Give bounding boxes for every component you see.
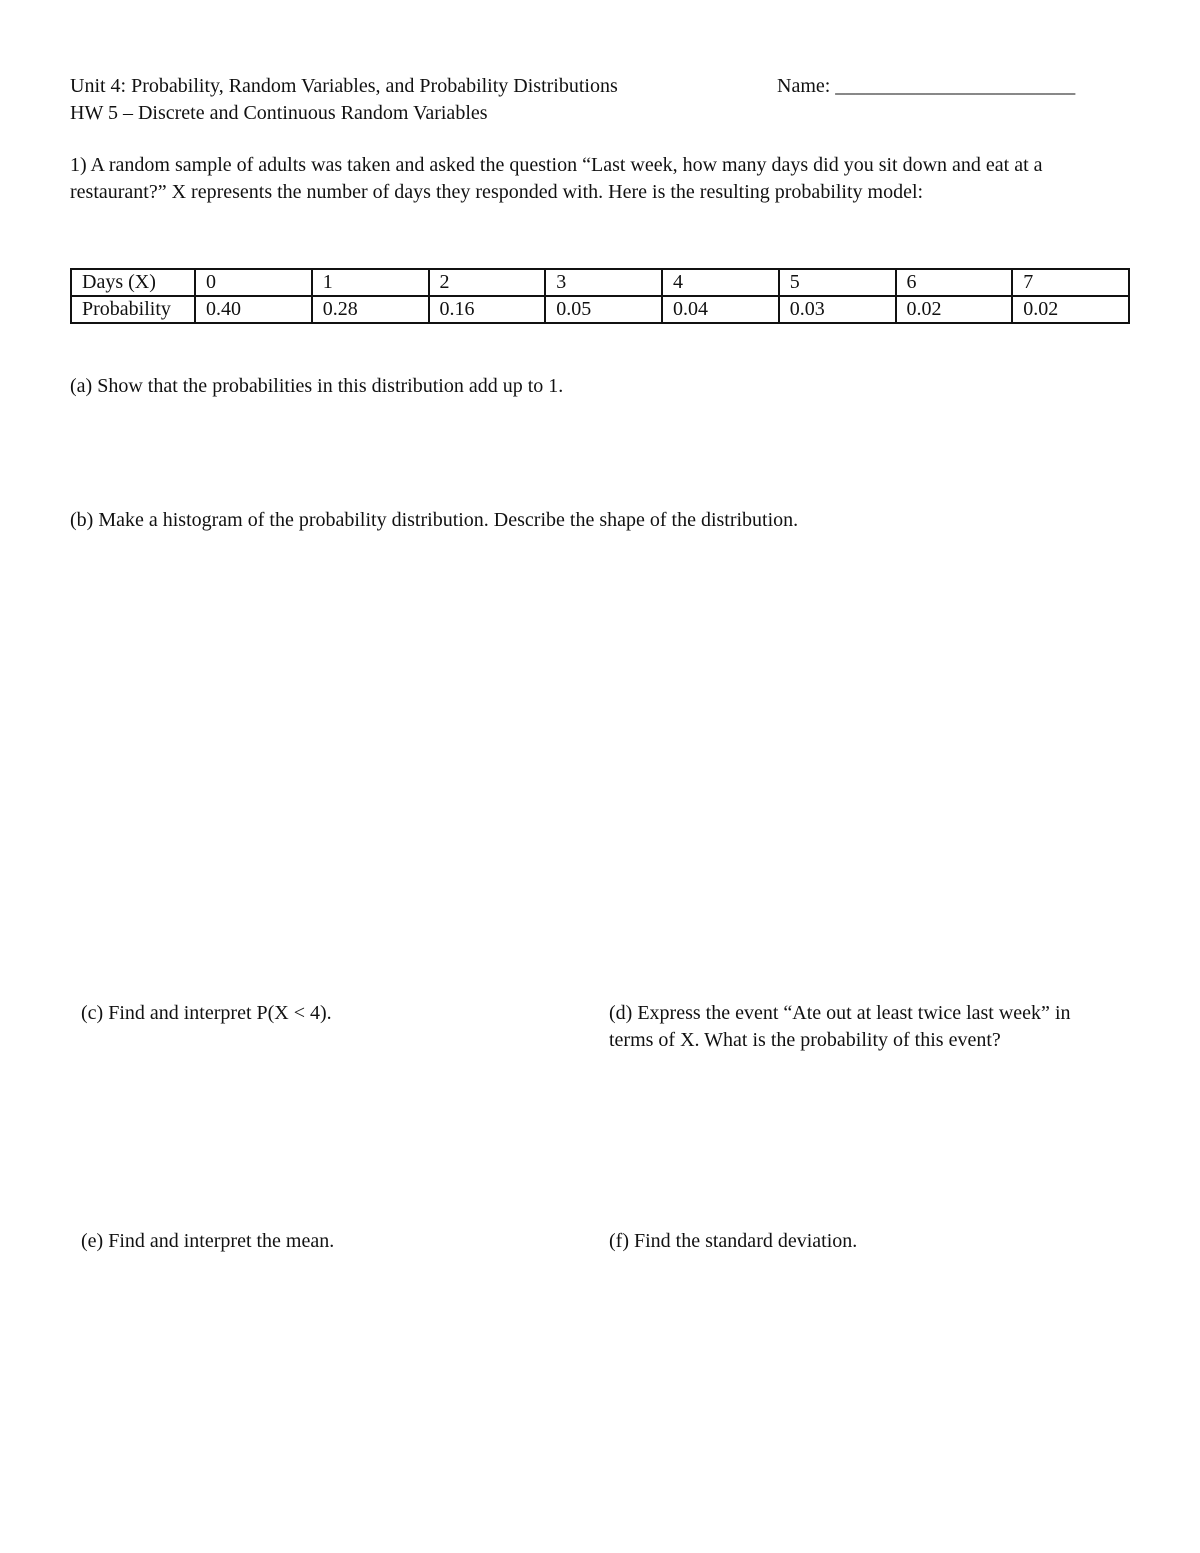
table-cell: 7 (1012, 269, 1129, 296)
table-cell: 1 (312, 269, 429, 296)
table-cell: 0.03 (779, 296, 896, 323)
part-c-prompt: (c) Find and interpret P(X < 4). (81, 1002, 332, 1024)
table-cell: 0.05 (545, 296, 662, 323)
unit-title: Unit 4: Probability, Random Variables, and Probability Distributions (70, 75, 618, 97)
part-a-prompt: (a) Show that the probabilities in this distribution add up to 1. (70, 375, 564, 397)
table-cell: 4 (662, 269, 779, 296)
table-cell: 0.02 (1012, 296, 1129, 323)
probability-table (70, 268, 1130, 324)
table-cell: 0.16 (429, 296, 546, 323)
table-cell: 0.28 (312, 296, 429, 323)
table-cell: 0.40 (195, 296, 312, 323)
table-cell: 2 (429, 269, 546, 296)
question-1-intro: 1) A random sample of adults was taken and asked the question “Last week, how many days did you sit down and eat at a restaurant?” X represents the number of days they responded with. Here is the resulting probability model: (70, 154, 1043, 203)
table-row-days (71, 269, 1129, 296)
table-row-label: Probability (71, 296, 195, 323)
table-cell: 0.04 (662, 296, 779, 323)
table-cell: 5 (779, 269, 896, 296)
name-field: Name: ________________________ (777, 75, 1076, 97)
table-row-probability (71, 296, 1129, 323)
hw-title: HW 5 – Discrete and Continuous Random Variables (70, 102, 488, 124)
table-cell: 6 (896, 269, 1013, 296)
part-d-prompt: (d) Express the event “Ate out at least twice last week” in terms of X. What is the probability of this event? (609, 1002, 1071, 1051)
part-f-prompt: (f) Find the standard deviation. (609, 1230, 858, 1252)
table-cell: 3 (545, 269, 662, 296)
table-row-label: Days (X) (71, 269, 195, 296)
part-b-prompt: (b) Make a histogram of the probability distribution. Describe the shape of the distribution. (70, 509, 799, 531)
table-cell: 0.02 (896, 296, 1013, 323)
part-e-prompt: (e) Find and interpret the mean. (81, 1230, 335, 1252)
table-cell: 0 (195, 269, 312, 296)
